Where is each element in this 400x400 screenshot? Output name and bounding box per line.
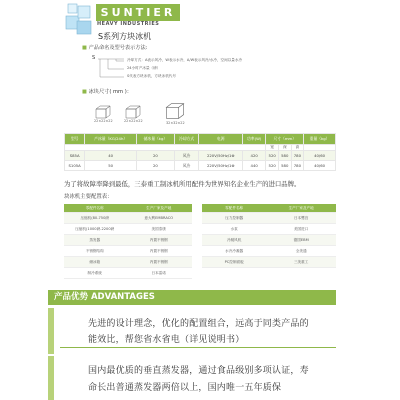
spec-dim-sub: 深 (278, 145, 291, 151)
naming-line-cooling: 冷却方式：A表示风冷，W表示水冷，A/W表示风冷/水冷，空间以量水冷 (127, 58, 243, 62)
table-cell: 440 (242, 161, 265, 171)
table-row (65, 151, 336, 161)
naming-section-title (82, 44, 147, 51)
table-row (64, 235, 192, 246)
table-cell: 制冷系统 (64, 268, 125, 279)
table-cell: 40/60 (304, 161, 336, 171)
table-cell: 日本雷诺 (125, 268, 192, 279)
options-header-cell: 生产厂家及产地 (266, 204, 336, 213)
table-cell: PC控制面板 (202, 257, 266, 268)
model-code-prefix: S (92, 55, 96, 61)
table-cell: 40 (85, 151, 137, 161)
table-cell: 意大利EMBRACO (125, 213, 192, 224)
options-header-cell: 零配件名称 (64, 204, 125, 213)
advantages-title: 产品优势 ADVANTAGES (54, 292, 155, 302)
table-cell: 美国进口 (266, 224, 336, 235)
table-cell: 20 (137, 151, 175, 161)
cube-size-title (82, 88, 132, 95)
table-row (64, 213, 192, 224)
spec-header-cell: 重量（kg） (304, 134, 336, 145)
table-cell: S85A (65, 151, 85, 161)
options-header-row (202, 204, 336, 213)
table-cell: 520 (266, 151, 279, 161)
spec-dim-sub: 宽 (266, 145, 279, 151)
table-cell: 风冷 (174, 151, 199, 161)
options-table-left (64, 204, 192, 279)
spec-header-cell: 尺寸（mm） (266, 134, 304, 145)
table-cell: 内置不锈钢 (125, 235, 192, 246)
spec-header-cell: 冷却方式 (174, 134, 199, 145)
table-row (64, 257, 192, 268)
series-title: S系列方块冰机 (98, 32, 152, 41)
brand-subtitle: HEAVY INDUSTRIES (97, 21, 160, 27)
advantage-line: 国内最优质的垂直蒸发器，通过食品级别多项认证，寿 (88, 366, 309, 376)
brand-name: SUNTIER (96, 4, 180, 21)
spec-header-row (65, 134, 336, 145)
table-cell: 冷凝风机 (202, 235, 266, 246)
table-cell: 580 (278, 151, 291, 161)
table-cell: 内置不锈钢 (125, 257, 192, 268)
advantage-line: 先进的设计理念，优化的配置组合，远高于同类产品的 (88, 319, 309, 329)
naming-title-text: 产品命名及型号表示方法: (88, 45, 148, 51)
table-row (64, 246, 192, 257)
table-cell: 全美通 (266, 246, 336, 257)
table-cell: 420 (242, 151, 265, 161)
ice-cubes-logo (64, 2, 94, 36)
accent-strip (48, 356, 54, 400)
options-header-row (64, 204, 192, 213)
table-cell: 内置不锈钢 (125, 246, 192, 257)
table-cell: 水冷冷凝器 (202, 246, 266, 257)
cube-dim: 32×32×22 (166, 121, 185, 125)
cube-size-title-text: 冰块尺寸( mm )： (88, 89, 132, 95)
table-cell: 三美重工 (266, 257, 336, 268)
options-header-cell: 生产厂家及产地 (125, 204, 192, 213)
table-row (202, 235, 336, 246)
table-cell: 蒸发器 (64, 235, 125, 246)
table-cell: 40/60 (304, 151, 336, 161)
table-cell: 储冰箱 (64, 257, 125, 268)
table-cell: 220V/50Hz/1Φ (199, 151, 243, 161)
spec-table (64, 133, 336, 171)
spec-header-cell: 功率(W) (242, 134, 265, 145)
table-cell: 580 (278, 161, 291, 171)
cube-dim: 22×22×22 (94, 119, 113, 123)
table-cell: 20 (137, 161, 175, 171)
spec-header-cell: 电源 (199, 134, 243, 145)
spec-header-cell: 产冰量（KG/24h） (85, 134, 137, 145)
table-row (202, 246, 336, 257)
advantage-line: 命长出普通蒸发器两倍以上，国内唯一五年质保 (88, 383, 282, 393)
table-cell: 风冷 (174, 161, 199, 171)
table-row (64, 268, 192, 279)
table-row (202, 213, 336, 224)
bullet-icon: ■ (82, 89, 87, 95)
table-cell: 日本鹭宫 (266, 213, 336, 224)
table-cell: S105A (65, 161, 85, 171)
table-cell: 美国泰康 (125, 224, 192, 235)
table-cell: 50 (85, 161, 137, 171)
naming-bracket-lines (96, 55, 126, 81)
table-cell: 520 (266, 161, 279, 171)
cube-icon (164, 102, 186, 120)
cube-icon (124, 104, 142, 118)
table-cell: 780 (291, 161, 304, 171)
options-title: 块冰机主要配置表： (64, 194, 113, 200)
table-cell: 压缩机(80-750磅 (64, 213, 125, 224)
table-row (64, 224, 192, 235)
spec-header-cell: 储冰量（kg） (137, 134, 175, 145)
table-cell: 不锈钢结构 (64, 246, 125, 257)
bullet-icon: ■ (82, 45, 87, 51)
table-cell: 780 (291, 151, 304, 161)
cube-icon (94, 104, 112, 118)
spec-dim-sub: 高 (291, 145, 304, 151)
options-table-right (202, 204, 336, 268)
table-cell: 德国EBM (266, 235, 336, 246)
divider (60, 347, 336, 348)
table-row (202, 224, 336, 235)
naming-line-type: S代表方块冰机，方块冰机代号 (127, 74, 176, 78)
table-cell: 压缩机(1000磅-2200磅 (64, 224, 125, 235)
accent-strip (48, 308, 54, 354)
table-row (202, 257, 336, 268)
options-header-cell: 零配件名称 (202, 204, 266, 213)
advantage-line: 能效比，帮您省水省电（详见说明书） (88, 335, 245, 345)
table-cell: 水泵 (202, 224, 266, 235)
table-cell: 压力控制器 (202, 213, 266, 224)
spec-header-cell: 型号 (65, 134, 85, 145)
quality-notice: 为了将故障率降到最低，三泰重工制冰机所用配件为世界知名企业生产的进口品牌。 (64, 180, 301, 188)
table-row (65, 161, 336, 171)
table-cell: 220V/50Hz/1Φ (199, 161, 243, 171)
naming-line-capacity: 24小时产冰量（磅） (127, 66, 161, 70)
cube-dim: 22×22×22 (124, 119, 143, 123)
